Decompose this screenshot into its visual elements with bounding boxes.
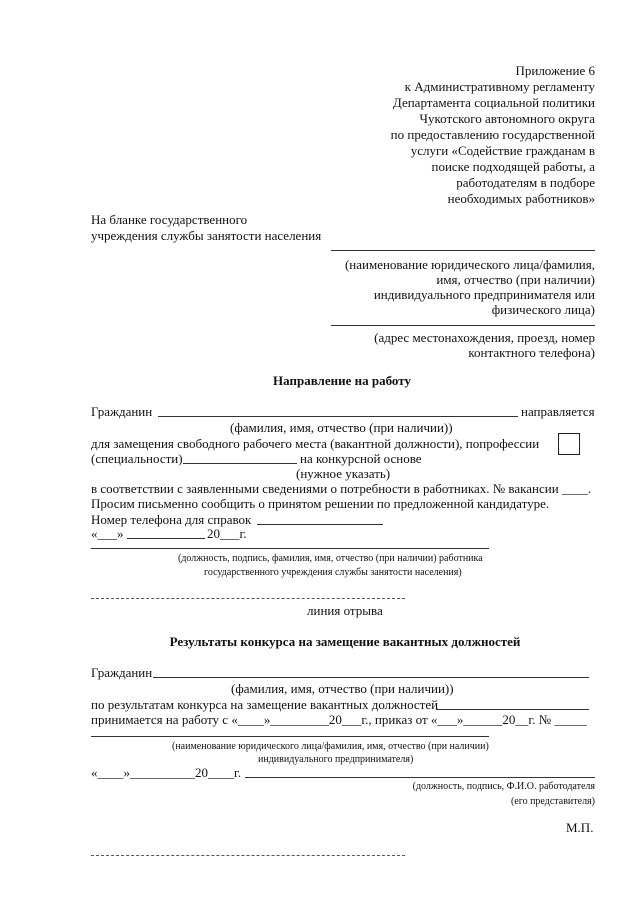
recipient-caption: индивидуального предпринимателя или bbox=[373, 287, 595, 302]
referral-signature-line bbox=[91, 548, 489, 549]
competitive-checkbox[interactable] bbox=[558, 433, 580, 455]
appendix-line: Департамента социальной политики bbox=[392, 95, 595, 110]
results-citizen-label: Гражданин bbox=[91, 665, 153, 680]
appendix-line: услуги «Содействие гражданам в bbox=[410, 143, 595, 158]
referral-request-line: Просим письменно сообщить о принятом решении по предложенной кандидатуре. bbox=[91, 496, 550, 511]
appendix-line: Приложение 6 bbox=[515, 63, 595, 78]
results-hired-line: принимается на работу с «____»_________20___г., приказ от «___»______20__г. № _____ bbox=[91, 712, 587, 727]
referral-competitive: на конкурсной основе bbox=[300, 451, 422, 466]
recipient-caption: имя, отчество (при наличии) bbox=[436, 272, 595, 287]
bottom-tear-line bbox=[91, 855, 405, 856]
blank-line-1: На бланке государственного bbox=[91, 212, 248, 227]
phone-line bbox=[257, 524, 383, 525]
recipient-caption: физического лица) bbox=[491, 302, 595, 317]
referral-title: Направление на работу bbox=[273, 373, 411, 388]
address-caption: (адрес местонахождения, проезд, номер bbox=[374, 330, 595, 345]
appendix-line: к Административному регламенту bbox=[404, 79, 595, 94]
referral-vacancy-line: для замещения свободного рабочего места (вакантной должности), попрофессии bbox=[91, 436, 540, 451]
address-caption: контактного телефона) bbox=[468, 345, 595, 360]
employer-caption: (его представителя) bbox=[510, 796, 595, 807]
results-title: Результаты конкурса на замещение вакантных должностей bbox=[169, 634, 521, 649]
referral-fio-caption: (фамилия, имя, отчество (при наличии)) bbox=[230, 420, 453, 435]
referral-accordance-line: в соответствии с заявленными сведениями о потребности в работниках. № вакансии ____. bbox=[91, 481, 592, 496]
citizen-fio-line bbox=[158, 416, 518, 417]
tear-label: линия отрыва bbox=[307, 603, 383, 618]
appendix-line: Чукотского автономного округа bbox=[419, 111, 595, 126]
results-org-caption: (наименование юридического лица/фамилия, имя, отчество (при наличии) bbox=[172, 741, 489, 752]
referral-specialty-label: (специальности) bbox=[91, 451, 183, 466]
referral-date-year: 20___г. bbox=[207, 526, 247, 541]
appendix-line: поиске подходящей работы, а bbox=[431, 159, 595, 174]
recipient-caption: (наименование юридического лица/фамилия, bbox=[344, 257, 595, 272]
referral-signature-caption: (должность, подпись, фамилия, имя, отчество (при наличии) работника bbox=[178, 553, 483, 564]
results-org-line bbox=[91, 736, 489, 737]
tear-line bbox=[91, 598, 405, 599]
referral-specify: (нужное указать) bbox=[296, 466, 391, 481]
recipient-name-line bbox=[331, 250, 595, 251]
referral-date-open: «___» bbox=[91, 526, 124, 541]
employer-caption: (должность, подпись, Ф.И.О. работодателя bbox=[412, 781, 595, 792]
stamp-label: М.П. bbox=[566, 820, 594, 835]
referral-signature-caption: государственного учреждения службы занятости населения) bbox=[204, 567, 462, 578]
results-fio-caption: (фамилия, имя, отчество (при наличии)) bbox=[231, 681, 454, 696]
results-competition-fill bbox=[436, 709, 589, 710]
results-org-caption: индивидуального предпринимателя) bbox=[258, 754, 414, 765]
results-competition-line: по результатам конкурса на замещение вакантных должностей bbox=[91, 697, 439, 712]
referral-directed: направляется bbox=[521, 404, 595, 419]
specialty-line bbox=[183, 463, 297, 464]
appendix-line: необходимых работников» bbox=[447, 191, 595, 206]
results-fio-line bbox=[153, 677, 589, 678]
referral-phone-label: Номер телефона для справок bbox=[91, 512, 252, 527]
appendix-line: по предоставлению государственной bbox=[390, 127, 595, 142]
referral-date-month-line bbox=[127, 538, 205, 539]
referral-citizen-label: Гражданин bbox=[91, 404, 153, 419]
results-date-line: «____»__________20____г. bbox=[91, 765, 242, 780]
employer-signature-line bbox=[245, 777, 595, 778]
blank-line-2: учреждения службы занятости населения bbox=[91, 228, 322, 243]
recipient-address-line bbox=[331, 325, 595, 326]
appendix-line: работодателям в подборе bbox=[456, 175, 595, 190]
